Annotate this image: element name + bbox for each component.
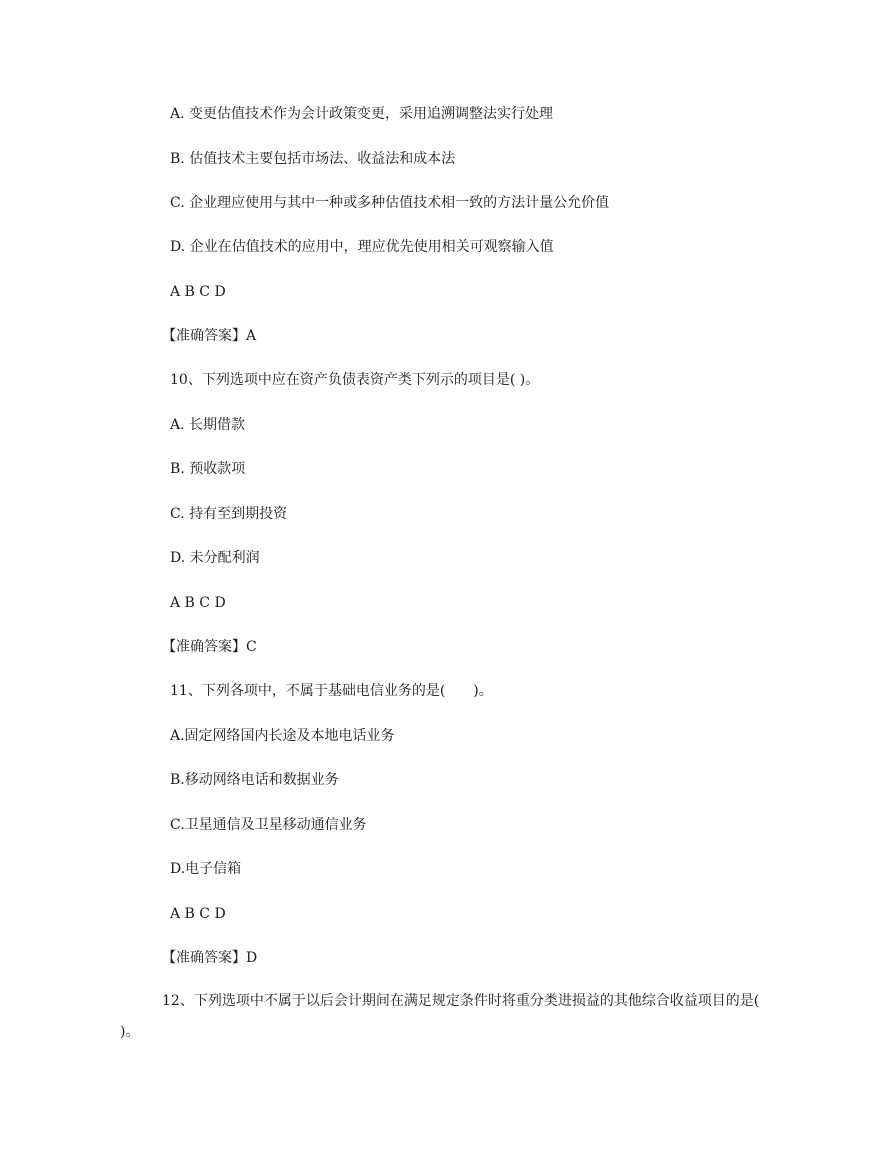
q9-option-a: A. 变更估值技术作为会计政策变更，采用追溯调整法实行处理: [170, 106, 554, 122]
q11-question: 11、下列各项中，不属于基础电信业务的是( )。: [170, 683, 493, 699]
q11-option-c: C.卫星通信及卫星移动通信业务: [170, 817, 367, 833]
q9-answer: 【准确答案】A: [162, 328, 257, 344]
q12-question: 12、下列选项中不属于以后会计期间在满足规定条件时将重分类进损益的其他综合收益项目的是( )。: [120, 993, 760, 1040]
q11-answer: 【准确答案】D: [162, 950, 258, 966]
q10-option-d: D. 未分配利润: [170, 550, 260, 566]
q11-option-d: D.电子信箱: [170, 861, 242, 877]
q9-choices: A B C D: [170, 284, 226, 300]
q10-answer: 【准确答案】C: [162, 639, 257, 655]
q10-option-a: A. 长期借款: [170, 417, 246, 433]
q11-choices: A B C D: [170, 906, 226, 922]
q10-option-c: C. 持有至到期投资: [170, 506, 288, 522]
q11-option-b: B.移动网络电话和数据业务: [170, 772, 339, 788]
q9-option-b: B. 估值技术主要包括市场法、收益法和成本法: [170, 151, 456, 167]
q9-option-d: D. 企业在估值技术的应用中，理应优先使用相关可观察输入值: [170, 239, 554, 255]
q10-option-b: B. 预收款项: [170, 461, 246, 477]
q10-choices: A B C D: [170, 595, 226, 611]
q10-question: 10、下列选项中应在资产负债表资产类下列示的项目是( )。: [170, 372, 540, 388]
q9-option-c: C. 企业理应使用与其中一种或多种估值技术相一致的方法计量公允价值: [170, 195, 610, 211]
q11-option-a: A.固定网络国内长途及本地电话业务: [170, 728, 395, 744]
